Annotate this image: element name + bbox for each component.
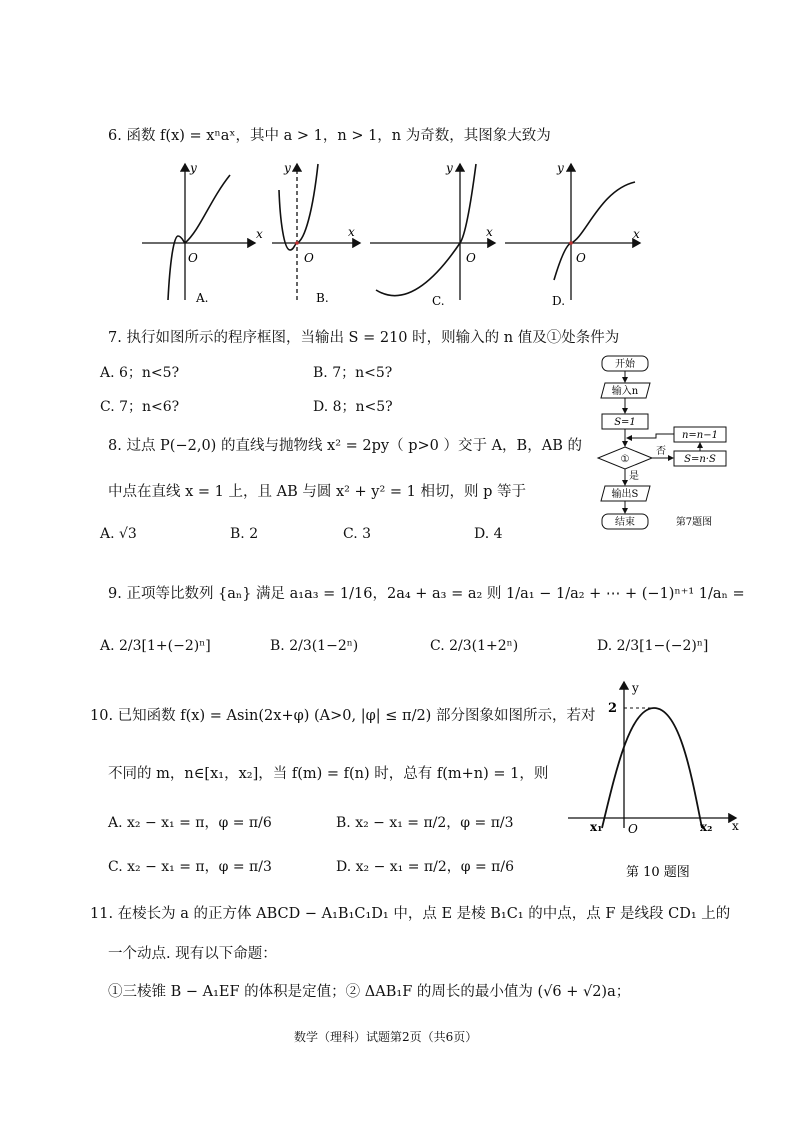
fc-cond-text: ① [620,454,630,465]
q10-option-a: A. x₂ − x₁ = π，φ = π/6 [108,815,272,831]
fc-assign-n-text: n=n−1 [681,430,719,441]
fc-start-text: 开始 [615,359,635,370]
fc-assign-s-text: S=n·S [684,454,716,465]
q10-option-c: C. x₂ − x₁ = π，φ = π/3 [108,859,272,875]
fc-end-text: 结束 [615,517,635,528]
q8-option-d: D. 4 [474,526,503,542]
q11-line1: 11. 在棱长为 a 的正方体 ABCD − A₁B₁C₁D₁ 中，点 E 是棱 B₁C₁ 的中点，点 F 是线段 CD₁ 上的 [90,906,731,922]
q7-option-d: D. 8；n<5? [313,399,393,415]
q10-graph-x2: x₂ [700,820,713,834]
q7-option-a: A. 6；n<5? [100,365,180,381]
q9-option-a: A. 2/3[1+(−2)ⁿ] [100,638,211,654]
q9-option-c: C. 2/3(1+2ⁿ) [430,638,519,654]
fc-input-text: 输入n [611,386,639,397]
q8-line2: 中点在直线 x = 1 上，且 AB 与圆 x² + y² = 1 相切，则 p 等于 [108,484,527,500]
q6-a-y: y [190,161,197,175]
q10-graph [568,678,748,883]
q11-line3: ①三棱锥 B − A₁EF 的体积是定值；② ΔAB₁F 的周长的最小值为 (√6 + √2)a； [108,984,631,1000]
q10-graph-peak: 2 [608,701,618,716]
q6-graph-c [370,161,495,308]
q6-d-x: x [633,227,640,241]
q7-stem: 7. 执行如图所示的程序框图，当输出 S = 210 时，则输入的 n 值及①处条件为 [108,330,620,346]
q6-a-x: x [256,227,263,241]
fc-init-text: S=1 [614,417,636,428]
q8-option-c: C. 3 [343,526,372,542]
fc-no: 否 [656,446,666,457]
q6-graphs [130,150,660,320]
fc-yes: 是 [629,471,639,482]
q6-option-d: D. [552,294,566,308]
q11-line2: 一个动点. 现有以下命题： [108,946,277,962]
q9-option-d: D. 2/3[1−(−2)ⁿ] [597,638,709,654]
q6-option-a: A. [196,291,209,305]
q6-stem: 6. 函数 f(x) = xⁿaˣ，其中 a > 1，n > 1，n 为奇数，其图象大致为 [108,128,551,144]
q9-option-b: B. 2/3(1−2ⁿ) [270,638,359,654]
q6-d-y: y [557,161,564,175]
q6-a-o: O [188,251,198,265]
q6-c-x: x [486,225,493,239]
q6-graph-d [505,161,640,308]
q10-graph-y: y [632,681,639,695]
q6-b-y: y [284,161,291,175]
q8-line1: 8. 过点 P(−2,0) 的直线与抛物线 x² = 2py（ p>0 ）交于 A，B，AB 的 [108,438,582,454]
q9-stem: 9. 正项等比数列 {aₙ} 满足 a₁a₃ = 1/16，2a₄ + a₃ = a₂ 则 1/a₁ − 1/a₂ + ⋯ + (−1)ⁿ⁺¹ 1/aₙ = [108,586,745,602]
q6-b-x: x [348,225,355,239]
q10-graph-o: O [628,822,638,836]
q10-line2: 不同的 m，n∈[x₁，x₂]，当 f(m) = f(n) 时，总有 f(m+n) = 1，则 [108,766,549,782]
q10-graph-x1: x₁ [590,820,603,834]
q6-d-o: O [576,251,586,265]
fc-caption: 第7题图 [675,517,713,528]
q10-option-d: D. x₂ − x₁ = π/2，φ = π/6 [336,859,514,875]
q6-graph-b [272,161,360,305]
q7-option-c: C. 7；n<6? [100,399,180,415]
q10-option-b: B. x₂ − x₁ = π/2，φ = π/3 [336,815,514,831]
q7-option-b: B. 7；n<5? [313,365,393,381]
q7-flowchart [590,350,740,535]
page-footer: 数学（理科）试题第2页（共6页） [294,1030,478,1044]
q8-option-a: A. √3 [100,526,137,542]
q6-option-c: C. [432,294,445,308]
q6-option-b: B. [316,291,329,305]
q6-c-o: O [466,251,476,265]
q6-graph-a [142,161,263,305]
fc-output-text: 输出S [611,489,639,500]
q6-b-o: O [304,251,314,265]
q10-graph-caption: 第 10 题图 [626,865,690,880]
q10-graph-x: x [732,819,739,833]
q6-c-y: y [446,161,453,175]
q10-line1: 10. 已知函数 f(x) = Asin(2x+φ) (A>0, |φ| ≤ π/2) 部分图象如图所示，若对 [90,708,596,724]
q8-option-b: B. 2 [230,526,259,542]
